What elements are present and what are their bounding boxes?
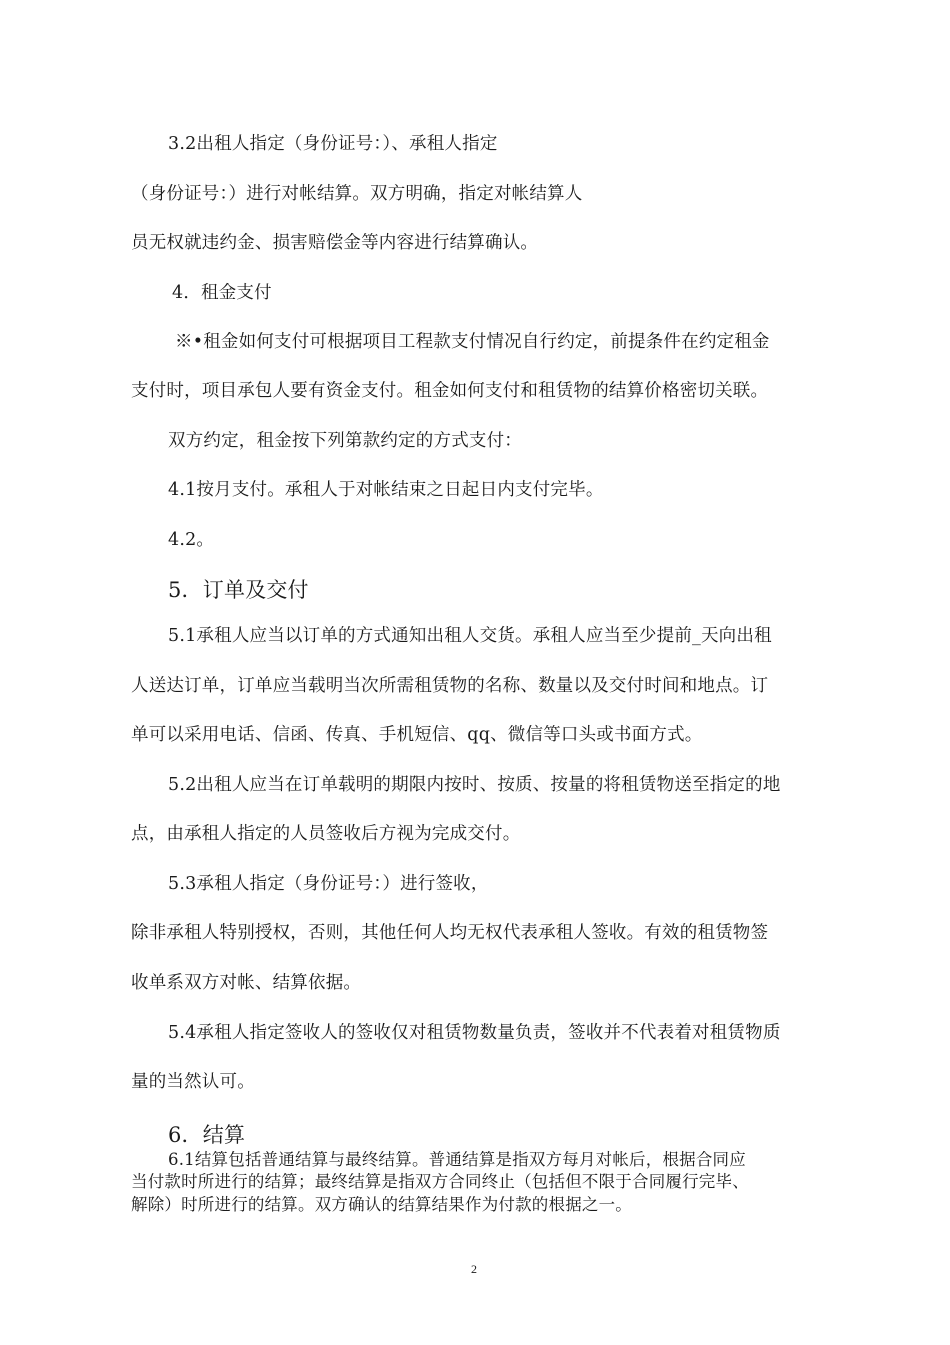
clause-5-3-line-1: 5.3承租人指定（身份证号：）进行签收， [168,874,489,894]
clause-5-4-line-2: 量的当然认可。 [131,1072,255,1092]
section-4-heading: 4．租金支付 [172,283,272,303]
clause-5-1-line-3: 单可以采用电话、信函、传真、手机短信、qq、微信等口头或书面方式。 [131,725,703,745]
clause-6-1-line-1: 6.1结算包括普通结算与最终结算。普通结算是指双方每月对帐后，根据合同应 [168,1150,746,1169]
clause-3-2-line-3: 员无权就违约金、损害赔偿金等内容进行结算确认。 [131,233,539,253]
clause-6-1-line-3: 解除）时所进行的结算。双方确认的结算结果作为付款的根据之一。 [131,1195,632,1214]
page-number: 2 [471,1262,477,1276]
note-line-2: 支付时，项目承包人要有资金支付。租金如何支付和租赁物的结算价格密切关联。 [131,381,769,401]
clause-3-2-line-1: 3.2出租人指定（身份证号：）、承租人指定 [168,134,498,154]
section-6-heading: 6．结算 [168,1123,246,1147]
clause-5-1-line-1: 5.1承租人应当以订单的方式通知出租人交货。承租人应当至少提前_天向出租 [168,626,772,646]
section-5-heading: 5．订单及交付 [168,578,309,602]
clause-6-1-line-2: 当付款时所进行的结算；最终结算是指双方合同终止（包括但不限于合同履行完毕、 [131,1172,749,1191]
clause-5-1-line-2: 人送达订单，订单应当载明当次所需租赁物的名称、数量以及交付时间和地点。订 [131,676,769,696]
clause-5-2-line-1: 5.2出租人应当在订单载明的期限内按时、按质、按量的将租赁物送至指定的地 [168,775,781,795]
clause-4-1: 4.1按月支付。承租人于对帐结束之日起日内支付完毕。 [168,480,604,500]
note-line-1: ※•租金如何支付可根据项目工程款支付情况自行约定，前提条件在约定租金 [175,332,770,352]
clause-5-3-line-3: 收单系双方对帐、结算依据。 [131,973,362,993]
clause-5-4-line-1: 5.4承租人指定签收人的签收仅对租赁物数量负责，签收并不代表着对租赁物质 [168,1023,781,1043]
clause-3-2-line-2: （身份证号：）进行对帐结算。双方明确，指定对帐结算人 [131,184,583,204]
clause-5-3-line-2: 除非承租人特别授权，否则，其他任何人均无权代表承租人签收。有效的租赁物签 [131,923,769,943]
clause-5-2-line-2: 点，由承租人指定的人员签收后方视为完成交付。 [131,824,521,844]
clause-4-2: 4.2。 [168,530,215,550]
payment-intro: 双方约定，租金按下列第款约定的方式支付： [168,431,522,451]
